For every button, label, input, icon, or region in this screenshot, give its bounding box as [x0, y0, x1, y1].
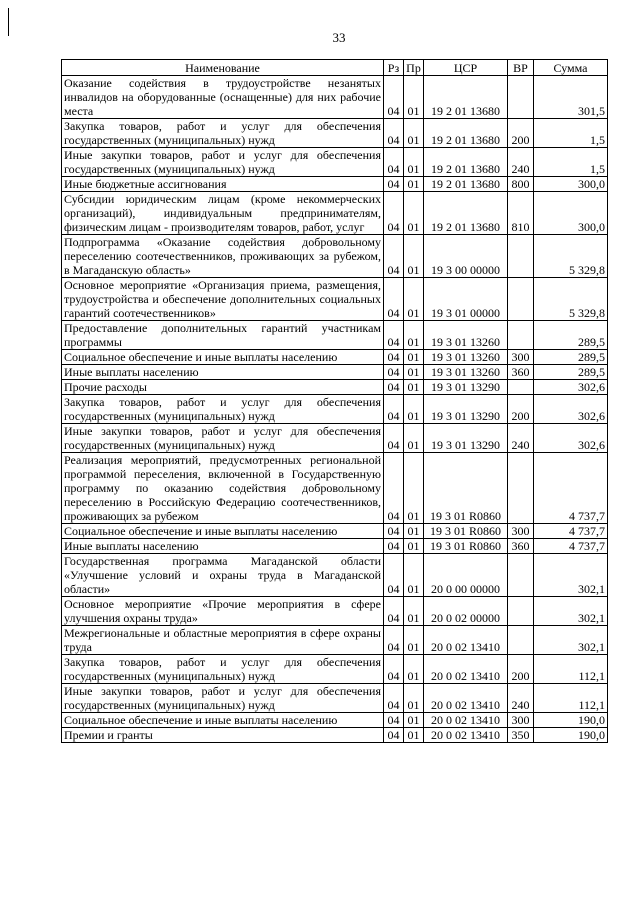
row-rz: 04: [384, 148, 404, 177]
row-rz: 04: [384, 655, 404, 684]
table-row: [62, 365, 608, 380]
row-csr: 19 3 01 13290: [424, 424, 508, 453]
column-header-name: Наименование: [62, 60, 384, 76]
table-row: [62, 728, 608, 743]
table-row: [62, 278, 608, 321]
row-name: Субсидии юридическим лицам (кроме некоммерческих организаций), индивидуальным предпринимателям, физическим лицам - производителям товаров, работ, услуг: [62, 192, 384, 235]
table-row: [62, 192, 608, 235]
row-pr: 01: [404, 395, 424, 424]
table-row: [62, 148, 608, 177]
row-sum: 112,1: [534, 684, 608, 713]
row-rz: 04: [384, 524, 404, 539]
table-header-row: [62, 60, 608, 76]
row-pr: 01: [404, 350, 424, 365]
row-sum: 302,1: [534, 597, 608, 626]
row-sum: 190,0: [534, 713, 608, 728]
column-header-csr: ЦСР: [424, 60, 508, 76]
row-csr: 19 3 01 R0860: [424, 524, 508, 539]
row-pr: 01: [404, 119, 424, 148]
table-row: [62, 119, 608, 148]
table-row: [62, 76, 608, 119]
row-csr: 19 3 01 13260: [424, 321, 508, 350]
table-row: [62, 350, 608, 365]
row-sum: 289,5: [534, 350, 608, 365]
row-csr: 20 0 02 13410: [424, 684, 508, 713]
row-pr: 01: [404, 321, 424, 350]
row-vr: 810: [508, 192, 534, 235]
row-pr: 01: [404, 192, 424, 235]
row-rz: 04: [384, 350, 404, 365]
table-row: [62, 524, 608, 539]
row-rz: 04: [384, 177, 404, 192]
table-row: [62, 713, 608, 728]
row-pr: 01: [404, 655, 424, 684]
row-vr: 200: [508, 655, 534, 684]
row-name: Реализация мероприятий, предусмотренных региональной программой переселения, включенной в Государственную программу по оказанию содействия добровольному переселению в Российскую Федерацию соотечественников, проживающих за рубежом: [62, 453, 384, 524]
row-name: Социальное обеспечение и иные выплаты населению: [62, 350, 384, 365]
row-csr: 19 2 01 13680: [424, 177, 508, 192]
table-row: [62, 177, 608, 192]
row-rz: 04: [384, 119, 404, 148]
row-name: Иные закупки товаров, работ и услуг для обеспечения государственных (муниципальных) нужд: [62, 684, 384, 713]
row-vr: [508, 235, 534, 278]
row-rz: 04: [384, 380, 404, 395]
row-pr: 01: [404, 597, 424, 626]
row-name: Государственная программа Магаданской области «Улучшение условий и охраны труда в Магаданской области»: [62, 554, 384, 597]
row-sum: 300,0: [534, 192, 608, 235]
row-vr: [508, 278, 534, 321]
row-csr: 19 3 01 13290: [424, 380, 508, 395]
row-vr: 200: [508, 395, 534, 424]
row-csr: 19 3 01 13290: [424, 395, 508, 424]
row-rz: 04: [384, 424, 404, 453]
row-vr: [508, 380, 534, 395]
row-name: Социальное обеспечение и иные выплаты населению: [62, 524, 384, 539]
column-header-rz: Рз: [384, 60, 404, 76]
row-vr: 300: [508, 524, 534, 539]
row-name: Закупка товаров, работ и услуг для обеспечения государственных (муниципальных) нужд: [62, 119, 384, 148]
row-name: Основное мероприятие «Организация приема, размещения, трудоустройства и обеспечение дополнительных социальных гарантий соотечественников»: [62, 278, 384, 321]
row-sum: 302,1: [534, 554, 608, 597]
row-name: Подпрограмма «Оказание содействия добровольному переселению соотечественников, проживающих за рубежом, в Магаданскую область»: [62, 235, 384, 278]
row-vr: 300: [508, 713, 534, 728]
row-sum: 289,5: [534, 321, 608, 350]
row-name: Иные закупки товаров, работ и услуг для обеспечения государственных (муниципальных) нужд: [62, 424, 384, 453]
row-name: Предоставление дополнительных гарантий участникам программы: [62, 321, 384, 350]
row-name: Иные закупки товаров, работ и услуг для обеспечения государственных (муниципальных) нужд: [62, 148, 384, 177]
row-rz: 04: [384, 728, 404, 743]
row-pr: 01: [404, 684, 424, 713]
row-sum: 302,6: [534, 424, 608, 453]
row-name: Премии и гранты: [62, 728, 384, 743]
row-rz: 04: [384, 365, 404, 380]
row-vr: 200: [508, 119, 534, 148]
table-row: [62, 453, 608, 524]
row-rz: 04: [384, 597, 404, 626]
row-rz: 04: [384, 453, 404, 524]
row-csr: 19 2 01 13680: [424, 192, 508, 235]
row-rz: 04: [384, 554, 404, 597]
row-sum: 302,6: [534, 380, 608, 395]
row-vr: 300: [508, 350, 534, 365]
budget-table: [61, 59, 608, 743]
table-row: [62, 424, 608, 453]
row-vr: 240: [508, 148, 534, 177]
row-pr: 01: [404, 278, 424, 321]
row-pr: 01: [404, 235, 424, 278]
column-header-pr: Пр: [404, 60, 424, 76]
row-pr: 01: [404, 177, 424, 192]
row-name: Оказание содействия в трудоустройстве незанятых инвалидов на оборудованные (оснащенные) для них рабочие места: [62, 76, 384, 119]
table-row: [62, 235, 608, 278]
row-sum: 289,5: [534, 365, 608, 380]
row-pr: 01: [404, 380, 424, 395]
row-sum: 1,5: [534, 148, 608, 177]
row-rz: 04: [384, 192, 404, 235]
row-sum: 4 737,7: [534, 453, 608, 524]
row-csr: 19 3 01 R0860: [424, 539, 508, 554]
row-csr: 19 3 00 00000: [424, 235, 508, 278]
row-vr: [508, 554, 534, 597]
table-row: [62, 684, 608, 713]
table-row: [62, 626, 608, 655]
table-row: [62, 539, 608, 554]
row-rz: 04: [384, 713, 404, 728]
row-sum: 302,1: [534, 626, 608, 655]
row-sum: 112,1: [534, 655, 608, 684]
row-pr: 01: [404, 365, 424, 380]
row-csr: 19 2 01 13680: [424, 76, 508, 119]
table-body: [62, 76, 608, 743]
row-name: Прочие расходы: [62, 380, 384, 395]
table-row: [62, 395, 608, 424]
row-pr: 01: [404, 554, 424, 597]
row-csr: 19 3 01 13260: [424, 350, 508, 365]
table-row: [62, 597, 608, 626]
table-row: [62, 321, 608, 350]
row-vr: 800: [508, 177, 534, 192]
row-vr: 240: [508, 424, 534, 453]
row-sum: 5 329,8: [534, 235, 608, 278]
row-sum: 190,0: [534, 728, 608, 743]
row-sum: 5 329,8: [534, 278, 608, 321]
row-rz: 04: [384, 278, 404, 321]
row-sum: 4 737,7: [534, 539, 608, 554]
row-name: Закупка товаров, работ и услуг для обеспечения государственных (муниципальных) нужд: [62, 655, 384, 684]
row-rz: 04: [384, 684, 404, 713]
row-rz: 04: [384, 76, 404, 119]
row-name: Основное мероприятие «Прочие мероприятия в сфере улучшения охраны труда»: [62, 597, 384, 626]
row-csr: 20 0 02 13410: [424, 626, 508, 655]
row-csr: 20 0 02 13410: [424, 728, 508, 743]
row-rz: 04: [384, 235, 404, 278]
row-name: Иные бюджетные ассигнования: [62, 177, 384, 192]
row-name: Закупка товаров, работ и услуг для обеспечения государственных (муниципальных) нужд: [62, 395, 384, 424]
row-csr: 20 0 00 00000: [424, 554, 508, 597]
row-csr: 20 0 02 13410: [424, 713, 508, 728]
row-pr: 01: [404, 148, 424, 177]
table-row: [62, 554, 608, 597]
row-csr: 20 0 02 00000: [424, 597, 508, 626]
row-pr: 01: [404, 728, 424, 743]
row-vr: [508, 76, 534, 119]
row-csr: 19 2 01 13680: [424, 119, 508, 148]
row-sum: 302,6: [534, 395, 608, 424]
row-rz: 04: [384, 626, 404, 655]
row-rz: 04: [384, 395, 404, 424]
row-vr: [508, 453, 534, 524]
row-pr: 01: [404, 524, 424, 539]
row-rz: 04: [384, 539, 404, 554]
row-sum: 300,0: [534, 177, 608, 192]
row-name: Иные выплаты населению: [62, 539, 384, 554]
row-pr: 01: [404, 626, 424, 655]
row-csr: 19 3 01 R0860: [424, 453, 508, 524]
row-csr: 20 0 02 13410: [424, 655, 508, 684]
row-sum: 301,5: [534, 76, 608, 119]
row-vr: 350: [508, 728, 534, 743]
column-header-vr: ВР: [508, 60, 534, 76]
row-name: Социальное обеспечение и иные выплаты населению: [62, 713, 384, 728]
column-header-sum: Сумма: [534, 60, 608, 76]
row-vr: [508, 597, 534, 626]
page-number: 33: [332, 30, 346, 45]
row-vr: 240: [508, 684, 534, 713]
row-vr: 360: [508, 365, 534, 380]
row-rz: 04: [384, 321, 404, 350]
row-pr: 01: [404, 76, 424, 119]
row-pr: 01: [404, 453, 424, 524]
row-pr: 01: [404, 424, 424, 453]
row-vr: 360: [508, 539, 534, 554]
row-vr: [508, 321, 534, 350]
row-pr: 01: [404, 713, 424, 728]
row-pr: 01: [404, 539, 424, 554]
row-vr: [508, 626, 534, 655]
table-row: [62, 655, 608, 684]
row-name: Иные выплаты населению: [62, 365, 384, 380]
table-row: [62, 380, 608, 395]
row-sum: 1,5: [534, 119, 608, 148]
row-csr: 19 3 01 13260: [424, 365, 508, 380]
row-csr: 19 3 01 00000: [424, 278, 508, 321]
row-csr: 19 2 01 13680: [424, 148, 508, 177]
row-sum: 4 737,7: [534, 524, 608, 539]
row-name: Межрегиональные и областные мероприятия в сфере охраны труда: [62, 626, 384, 655]
